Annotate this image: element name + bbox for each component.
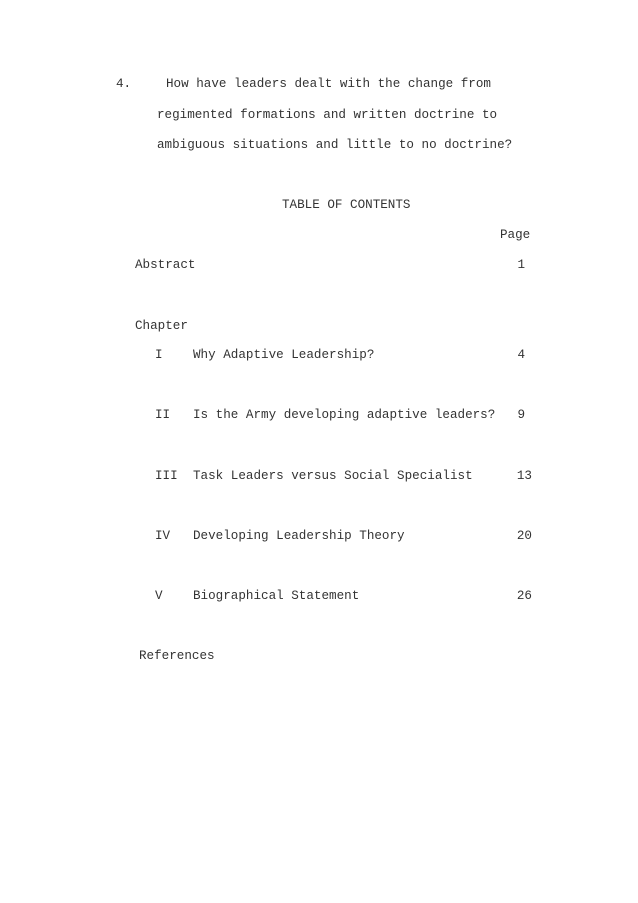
question-line-3: ambiguous situations and little to no doctrine?	[157, 138, 513, 152]
toc-chapter-1-title: Why Adaptive Leadership?	[193, 348, 375, 362]
toc-chapter-5-page: 26	[516, 589, 532, 603]
toc-chapter-4-page: 20	[516, 529, 532, 543]
toc-chapter-2-title: Is the Army developing adaptive leaders?	[193, 408, 496, 422]
question-number: 4.	[116, 77, 132, 91]
toc-chapter-1-numeral: I	[155, 348, 163, 362]
toc-chapter-1-page: 4	[517, 348, 525, 362]
toc-abstract-label: Abstract	[135, 258, 196, 272]
toc-abstract-page: 1	[517, 258, 525, 272]
toc-page-header: Page	[500, 228, 531, 242]
toc-chapter-3-numeral: III	[155, 469, 178, 483]
question-line-1: How have leaders dealt with the change from	[166, 77, 491, 91]
toc-chapter-2-numeral: II	[155, 408, 171, 422]
toc-references: References	[139, 649, 215, 663]
toc-chapter-3-page: 13	[516, 469, 532, 483]
question-line-2: regimented formations and written doctrine to	[157, 108, 498, 122]
toc-chapter-4-title: Developing Leadership Theory	[193, 529, 405, 543]
toc-chapter-5-numeral: V	[155, 589, 163, 603]
toc-title: TABLE OF CONTENTS	[282, 198, 411, 212]
toc-chapter-4-numeral: IV	[155, 529, 171, 543]
toc-chapter-2-page: 9	[517, 408, 525, 422]
toc-chapter-5-title: Biographical Statement	[193, 589, 360, 603]
toc-chapter-3-title: Task Leaders versus Social Specialist	[193, 469, 473, 483]
toc-chapter-label: Chapter	[135, 319, 188, 333]
